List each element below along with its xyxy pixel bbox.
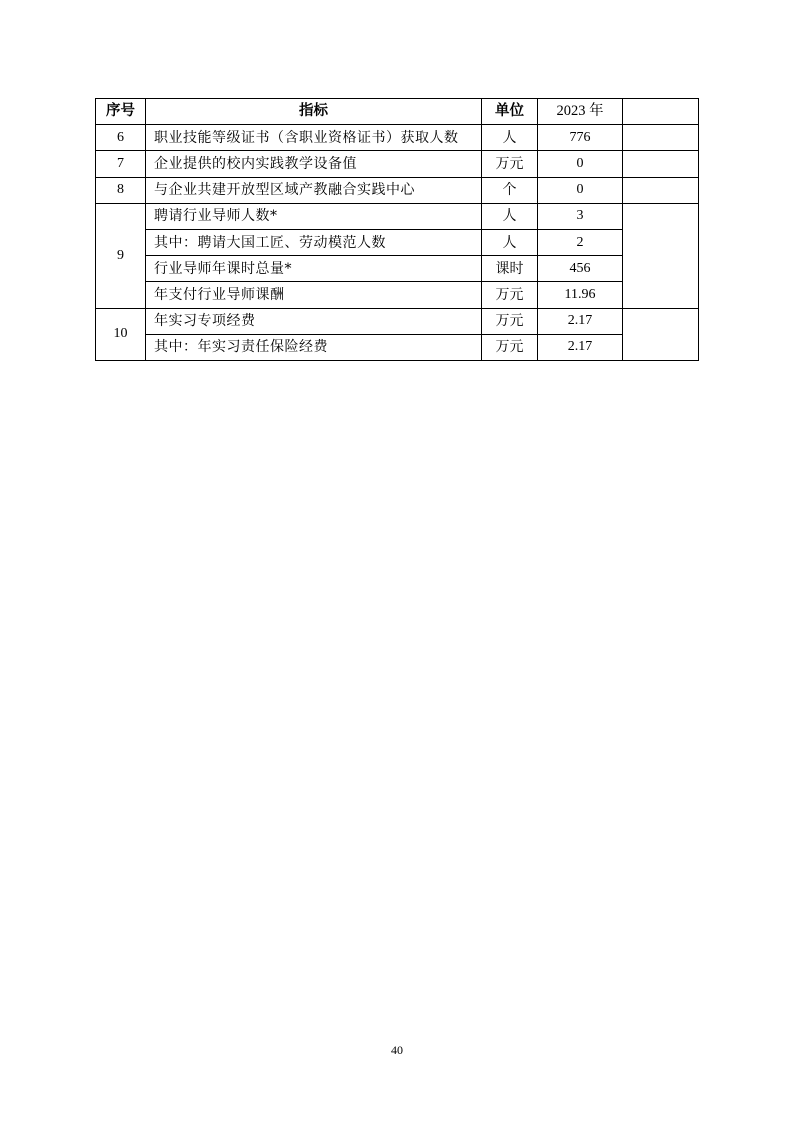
row-value: 456 — [538, 256, 623, 282]
row-unit: 万元 — [482, 308, 538, 334]
table-row — [96, 256, 699, 282]
indicator-table — [95, 98, 699, 361]
row-indicator: 聘请行业导师人数* — [146, 203, 482, 229]
table-row — [96, 229, 699, 255]
row-seq: 8 — [96, 177, 146, 203]
row-value: 2 — [538, 229, 623, 255]
row-indicator: 企业提供的校内实践教学设备值 — [146, 151, 482, 177]
row-unit: 万元 — [482, 151, 538, 177]
row-indicator: 职业技能等级证书（含职业资格证书）获取人数 — [146, 125, 482, 151]
row-unit: 课时 — [482, 256, 538, 282]
row-extra — [623, 308, 699, 360]
row-indicator: 其中：年实习责任保险经费 — [146, 334, 482, 360]
row-value: 2.17 — [538, 334, 623, 360]
row-value: 0 — [538, 177, 623, 203]
row-unit: 人 — [482, 203, 538, 229]
header-indicator: 指标 — [146, 99, 482, 125]
row-unit: 万元 — [482, 282, 538, 308]
row-seq: 10 — [96, 308, 146, 360]
row-unit: 人 — [482, 125, 538, 151]
table-row — [96, 282, 699, 308]
row-value: 2.17 — [538, 308, 623, 334]
row-seq: 7 — [96, 151, 146, 177]
table-row — [96, 308, 699, 334]
row-unit: 个 — [482, 177, 538, 203]
row-unit: 人 — [482, 229, 538, 255]
table-row — [96, 151, 699, 177]
row-value: 3 — [538, 203, 623, 229]
header-year: 2023 年 — [538, 99, 623, 125]
table-row — [96, 203, 699, 229]
table-row — [96, 334, 699, 360]
table-header-row — [96, 99, 699, 125]
table-row — [96, 177, 699, 203]
header-extra — [623, 99, 699, 125]
row-unit: 万元 — [482, 334, 538, 360]
row-value: 0 — [538, 151, 623, 177]
row-value: 11.96 — [538, 282, 623, 308]
header-seq: 序号 — [96, 99, 146, 125]
row-seq: 6 — [96, 125, 146, 151]
row-extra — [623, 203, 699, 308]
page-number: 40 — [391, 1043, 403, 1057]
table-row — [96, 125, 699, 151]
row-extra — [623, 151, 699, 177]
row-indicator: 行业导师年课时总量* — [146, 256, 482, 282]
row-indicator: 与企业共建开放型区域产教融合实践中心 — [146, 177, 482, 203]
row-extra — [623, 125, 699, 151]
row-extra — [623, 177, 699, 203]
row-indicator: 年支付行业导师课酬 — [146, 282, 482, 308]
header-unit: 单位 — [482, 99, 538, 125]
row-indicator: 年实习专项经费 — [146, 308, 482, 334]
row-indicator: 其中：聘请大国工匠、劳动模范人数 — [146, 229, 482, 255]
row-value: 776 — [538, 125, 623, 151]
row-seq: 9 — [96, 203, 146, 308]
